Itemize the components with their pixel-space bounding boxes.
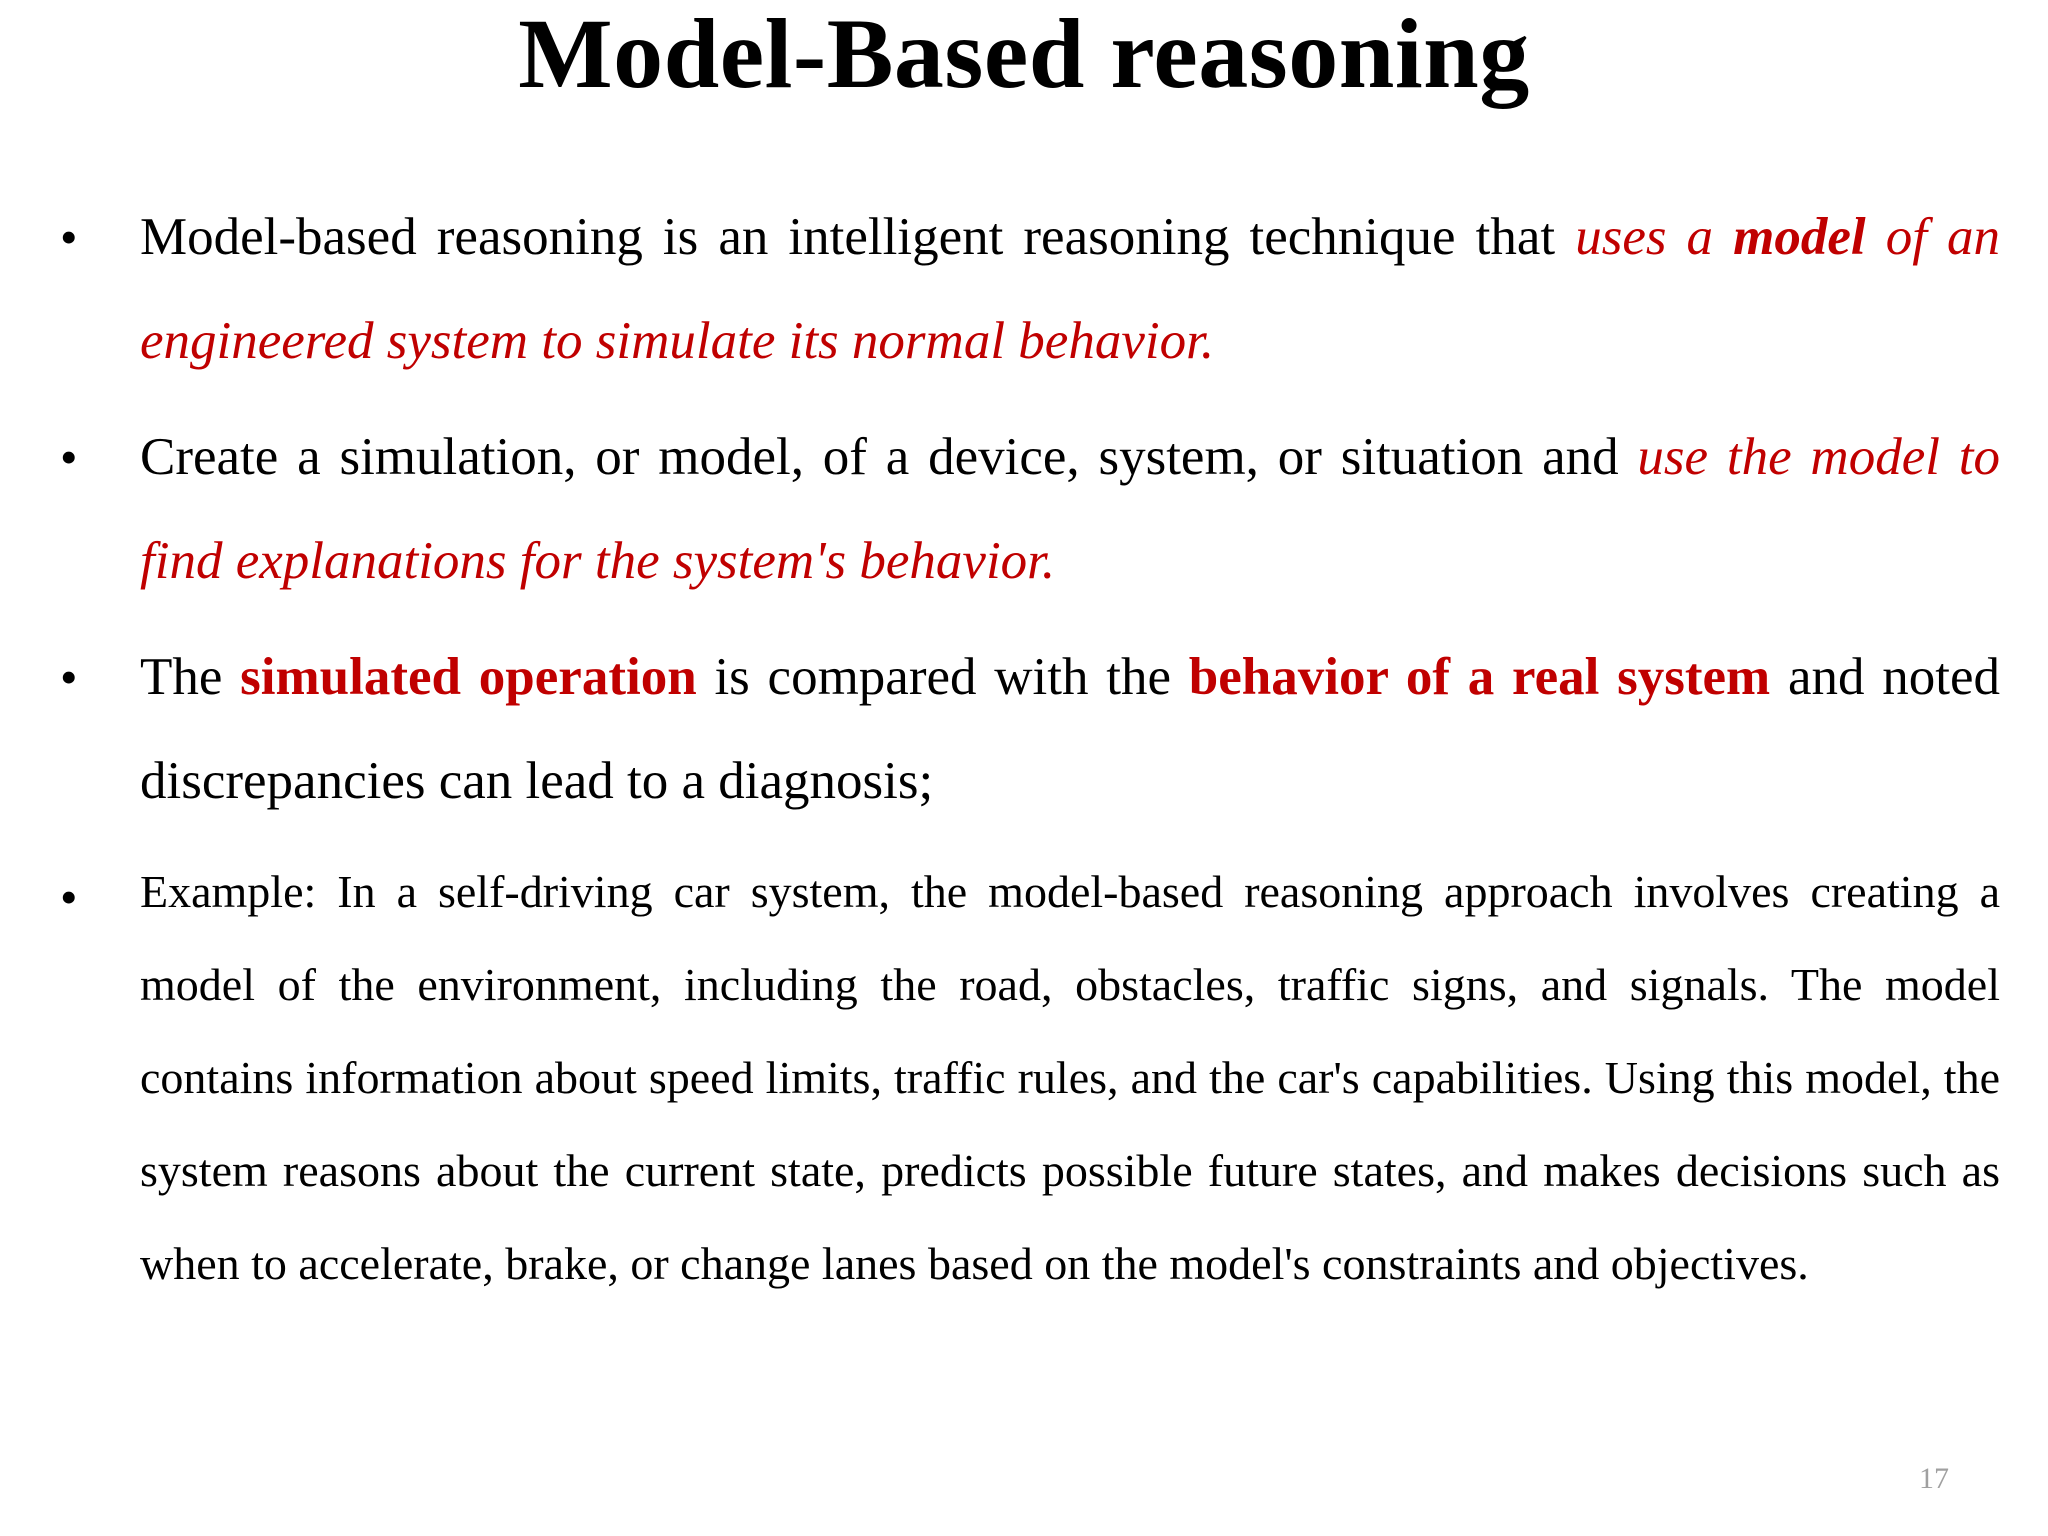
bullet-text xyxy=(140,845,2000,1310)
bullet-text xyxy=(140,405,2000,613)
bullet-text-highlight: uses a xyxy=(1575,208,1734,266)
bullet-marker: • xyxy=(60,869,78,925)
bullet-text-plain: Example: In a self-driving car system, the model-based reasoning approach involves creating a model of the environment, including the road, obstacles, traffic signs, and signals. The model contains information about speed limits, traffic rules, and the car's capabilities. Using this model, the system reasons about the current state, predicts possible future states, and makes decisions such as when to accelerate, brake, or change lanes based on the model's constraints and objectives. xyxy=(140,866,2000,1289)
bullet-text-emphasis: simulated operation xyxy=(240,648,697,706)
bullet-text-plain: The xyxy=(140,648,241,706)
bullet-text xyxy=(140,625,2000,833)
bullet-text-highlight: of an engineered system to simulate its normal behavior. xyxy=(140,208,2000,370)
bullet-text-emphasis: model xyxy=(1733,208,1866,266)
slide-title: Model-Based reasoning xyxy=(518,0,1530,109)
bullet-text-emphasis: behavior of a real system xyxy=(1188,648,1771,706)
bullet-text-plain: Model-based reasoning is an intelligent reasoning technique that xyxy=(140,208,1576,266)
bullet-text-plain: Create a simulation, or model, of a device, system, or situation and xyxy=(140,428,1638,486)
bullet-text-plain: is compared with the xyxy=(696,648,1189,706)
bullet-marker: • xyxy=(60,649,78,705)
bullet-text-highlight: use the model to find explanations for the system's behavior. xyxy=(140,428,2000,590)
bullet-marker: • xyxy=(60,209,78,265)
bullet-text xyxy=(140,185,2000,393)
bullet-marker: • xyxy=(60,429,78,485)
bullet-text-plain: and noted discrepancies can lead to a diagnosis; xyxy=(140,648,2000,810)
page-number: 17 xyxy=(1919,1462,1949,1495)
